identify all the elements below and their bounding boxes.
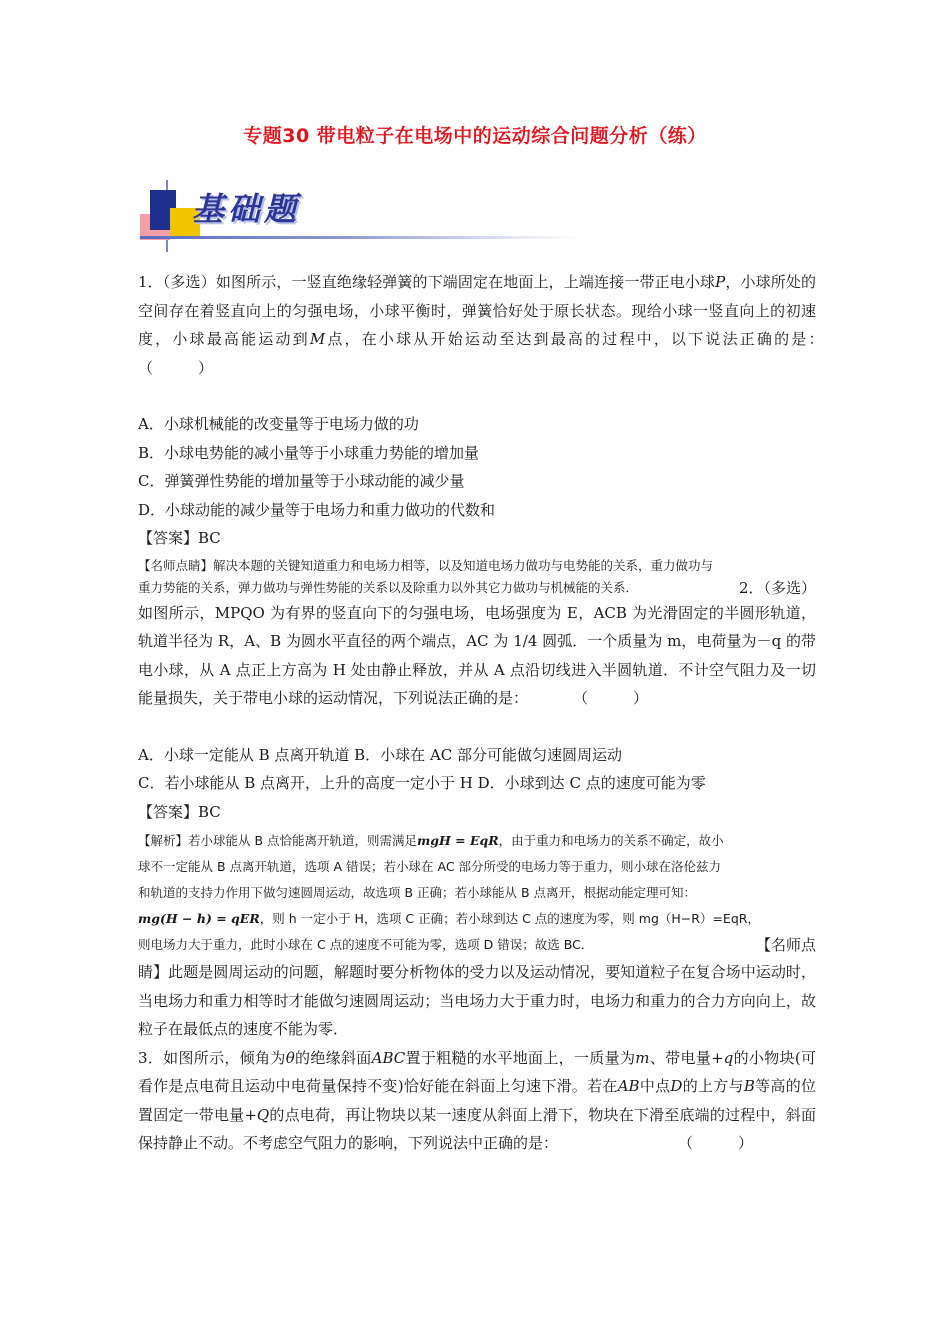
question-2-options-ab: A．小球一定能从 B 点离开轨道 B．小球在 AC 部分可能做匀速圆周运动	[138, 745, 623, 764]
question-3-stem: 3．如图所示，倾角为θ的绝缘斜面ABC置于粗糙的水平地面上，一质量为m、带电量+q的小物块(可看作是点电荷且运动中电荷量保持不变)恰好能在斜面上匀速下滑。若在AB中点D的上方与B等高的位置固定一带电量+Q的点电荷，再让物块以某一速度从斜面上滑下，物块在下滑至底端的过程中，斜面保持静止不动。不考虑空气阻力的影响，下列说法中正确的是： （ ）	[138, 1048, 816, 1152]
section-label: 基础题	[192, 190, 301, 228]
question-2-number: 2．（多选）	[738, 578, 816, 597]
question-2-analysis: 【解析】若小球能从 B 点恰能离开轨道，则需满足mgH = EqR，由于重力和电场力的关系不确定，故小 球不一定能从 B 点离开轨道，选项 A 错误；若小球在 AC 部分所受的电场力等于重力，则小球在洛伦兹力 和轨道的支持力作用下做匀速圆周运动，故选项 B 正确；若小球能从 B 点离开，根据动能定理可知： mg(H − h) = qER，则 h 一定小于 H，选项 C 正确；若小球到达 C 点的速度为零，则 mg（H−R）=EqR， 则电场力大于重力，此时小球在 C 点的速度不可能为零，选项 D 错误；故选 BC． 【名师点	[138, 828, 816, 958]
question-2-note: 睛】此题是圆周运动的问题，解题时要分析物体的受力以及运动情况，要知道粒子在复合场中运动时，当电场力和重力相等时才能做匀速圆周运动；当电场力大于重力时，电场力和重力的合力方向向上，故粒子在最低点的速度不能为零．	[138, 963, 816, 1038]
question-1-note-line-2: 重力势能的关系，弹力做功与弹性势能的关系以及除重力以外其它力做功与机械能的关系． 2．（多选）	[138, 578, 816, 597]
question-1-stem: 1．（多选）如图所示，一竖直绝缘轻弹簧的下端固定在地面上，上端连接一带正电小球P，小球所处的空间存在着竖直向上的匀强电场，小球平衡时，弹簧恰好处于原长状态。现给小球一竖直向上的初速度，小球最高能运动到M点，在小球从开始运动至达到最高的过程中，以下说法正确的是： （ ）	[138, 273, 876, 377]
question-2-answer: 【答案】BC	[138, 802, 221, 821]
question-1-option-c: C．弹簧弹性势能的增加量等于小球动能的减少量	[138, 472, 465, 490]
question-1-option-b: B．小球电势能的减小量等于小球重力势能的增加量	[138, 443, 480, 462]
question-2-options-cd: C．若小球能从 B 点离开，上升的高度一定小于 H D．小球到达 C 点的速度可能为零	[138, 774, 706, 792]
section-banner	[140, 180, 580, 255]
question-1-note-line-1: 【名师点睛】解决本题的关键知道重力和电场力相等，以及知道电场力做功与电势能的关系，重力做功与	[138, 557, 714, 573]
question-2-note-tag: 【名师点	[755, 936, 816, 954]
banner-decor-underline	[140, 236, 580, 239]
question-1-option-a: A．小球机械能的改变量等于电场力做的功	[138, 415, 419, 433]
page-title: 专题30 带电粒子在电场中的运动综合问题分析（练）	[243, 125, 707, 147]
question-1-option-d: D．小球动能的减少量等于电场力和重力做功的代数和	[138, 500, 496, 519]
formula-mgHh-qER: mg(H − h) = qER	[138, 911, 260, 926]
formula-mgH-EqR: mgH = EqR	[417, 833, 499, 848]
content-body	[138, 268, 876, 1158]
question-1-answer: 【答案】BC	[138, 529, 221, 547]
question-2-stem: 如图所示，MPQO 为有界的竖直向下的匀强电场，电场强度为 E，ACB 为光滑固定的半圆形轨道，轨道半径为 R，A、B 为圆水平直径的两个端点，AC 为 1/4 圆弧．一个质量为 m，电荷量为－q 的带电小球，从 A 点正上方高为 H 处由静止释放，并从 A 点沿切线进入半圆轨道．不计空气阻力及一切能量损失，关于带电小球的运动情况，下列说法正确的是： （ ）	[138, 603, 816, 707]
